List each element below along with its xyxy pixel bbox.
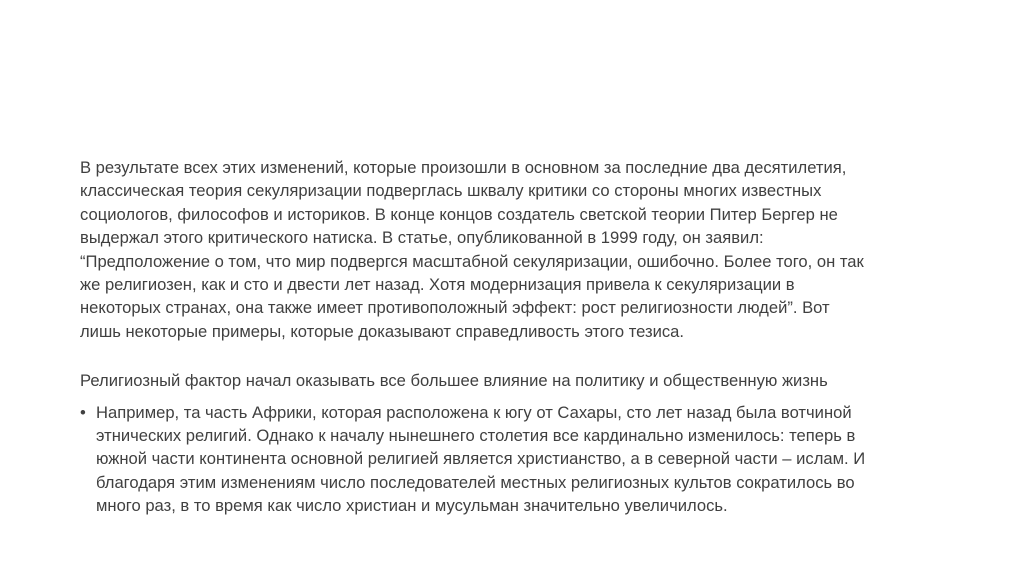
text-line: благодаря этим изменениям число последователей местных религиозных культов сократилось во xyxy=(96,472,855,492)
text-line: В результате всех этих изменений, которые произошли в основном за последние два десятилетия, xyxy=(80,158,847,177)
bullet-africa-example xyxy=(80,401,960,518)
text-line: “Предположение о том, что мир подвергся масштабной секуляризации, ошибочно. Более того, он так xyxy=(80,251,864,271)
text-line: лишь некоторые примеры, которые доказывают справедливость этого тезиса. xyxy=(80,321,685,341)
bullet-marker: • xyxy=(80,402,86,422)
text-line: Религиозный фактор начал оказывать все большее влияние на политику и общественную жизнь xyxy=(80,371,828,391)
text-line: много раз, в то время как число христиан и мусульман значительно увеличилось. xyxy=(96,496,728,516)
paragraph-secularization xyxy=(80,156,960,343)
slide-content xyxy=(80,156,960,518)
text-line: же религиозен, как и сто и двести лет назад. Хотя модернизация привела к секуляризации в xyxy=(80,275,795,295)
text-line: этнических религий. Однако к началу нынешнего столетия все кардинально изменилось: теперь в xyxy=(96,426,856,446)
text-line: Например, та часть Африки, которая расположена к югу от Сахары, сто лет назад была вотчиной xyxy=(96,402,852,422)
paragraph-religious-factor xyxy=(80,369,960,392)
text-line: южной части континента основной религией является христианство, а в северной части – ислам. И xyxy=(96,449,866,469)
text-line: некоторых странах, она также имеет противоположный эффект: рост религиозности людей”. Вот xyxy=(80,298,830,318)
text-line: выдержал этого критического натиска. В статье, опубликованной в 1999 году, он заявил: xyxy=(80,228,764,248)
text-line: социологов, философов и историков. В конце концов создатель светской теории Питер Бергер не xyxy=(80,204,838,224)
text-line: классическая теория секуляризации подверглась шквалу критики со стороны многих известных xyxy=(80,181,822,201)
